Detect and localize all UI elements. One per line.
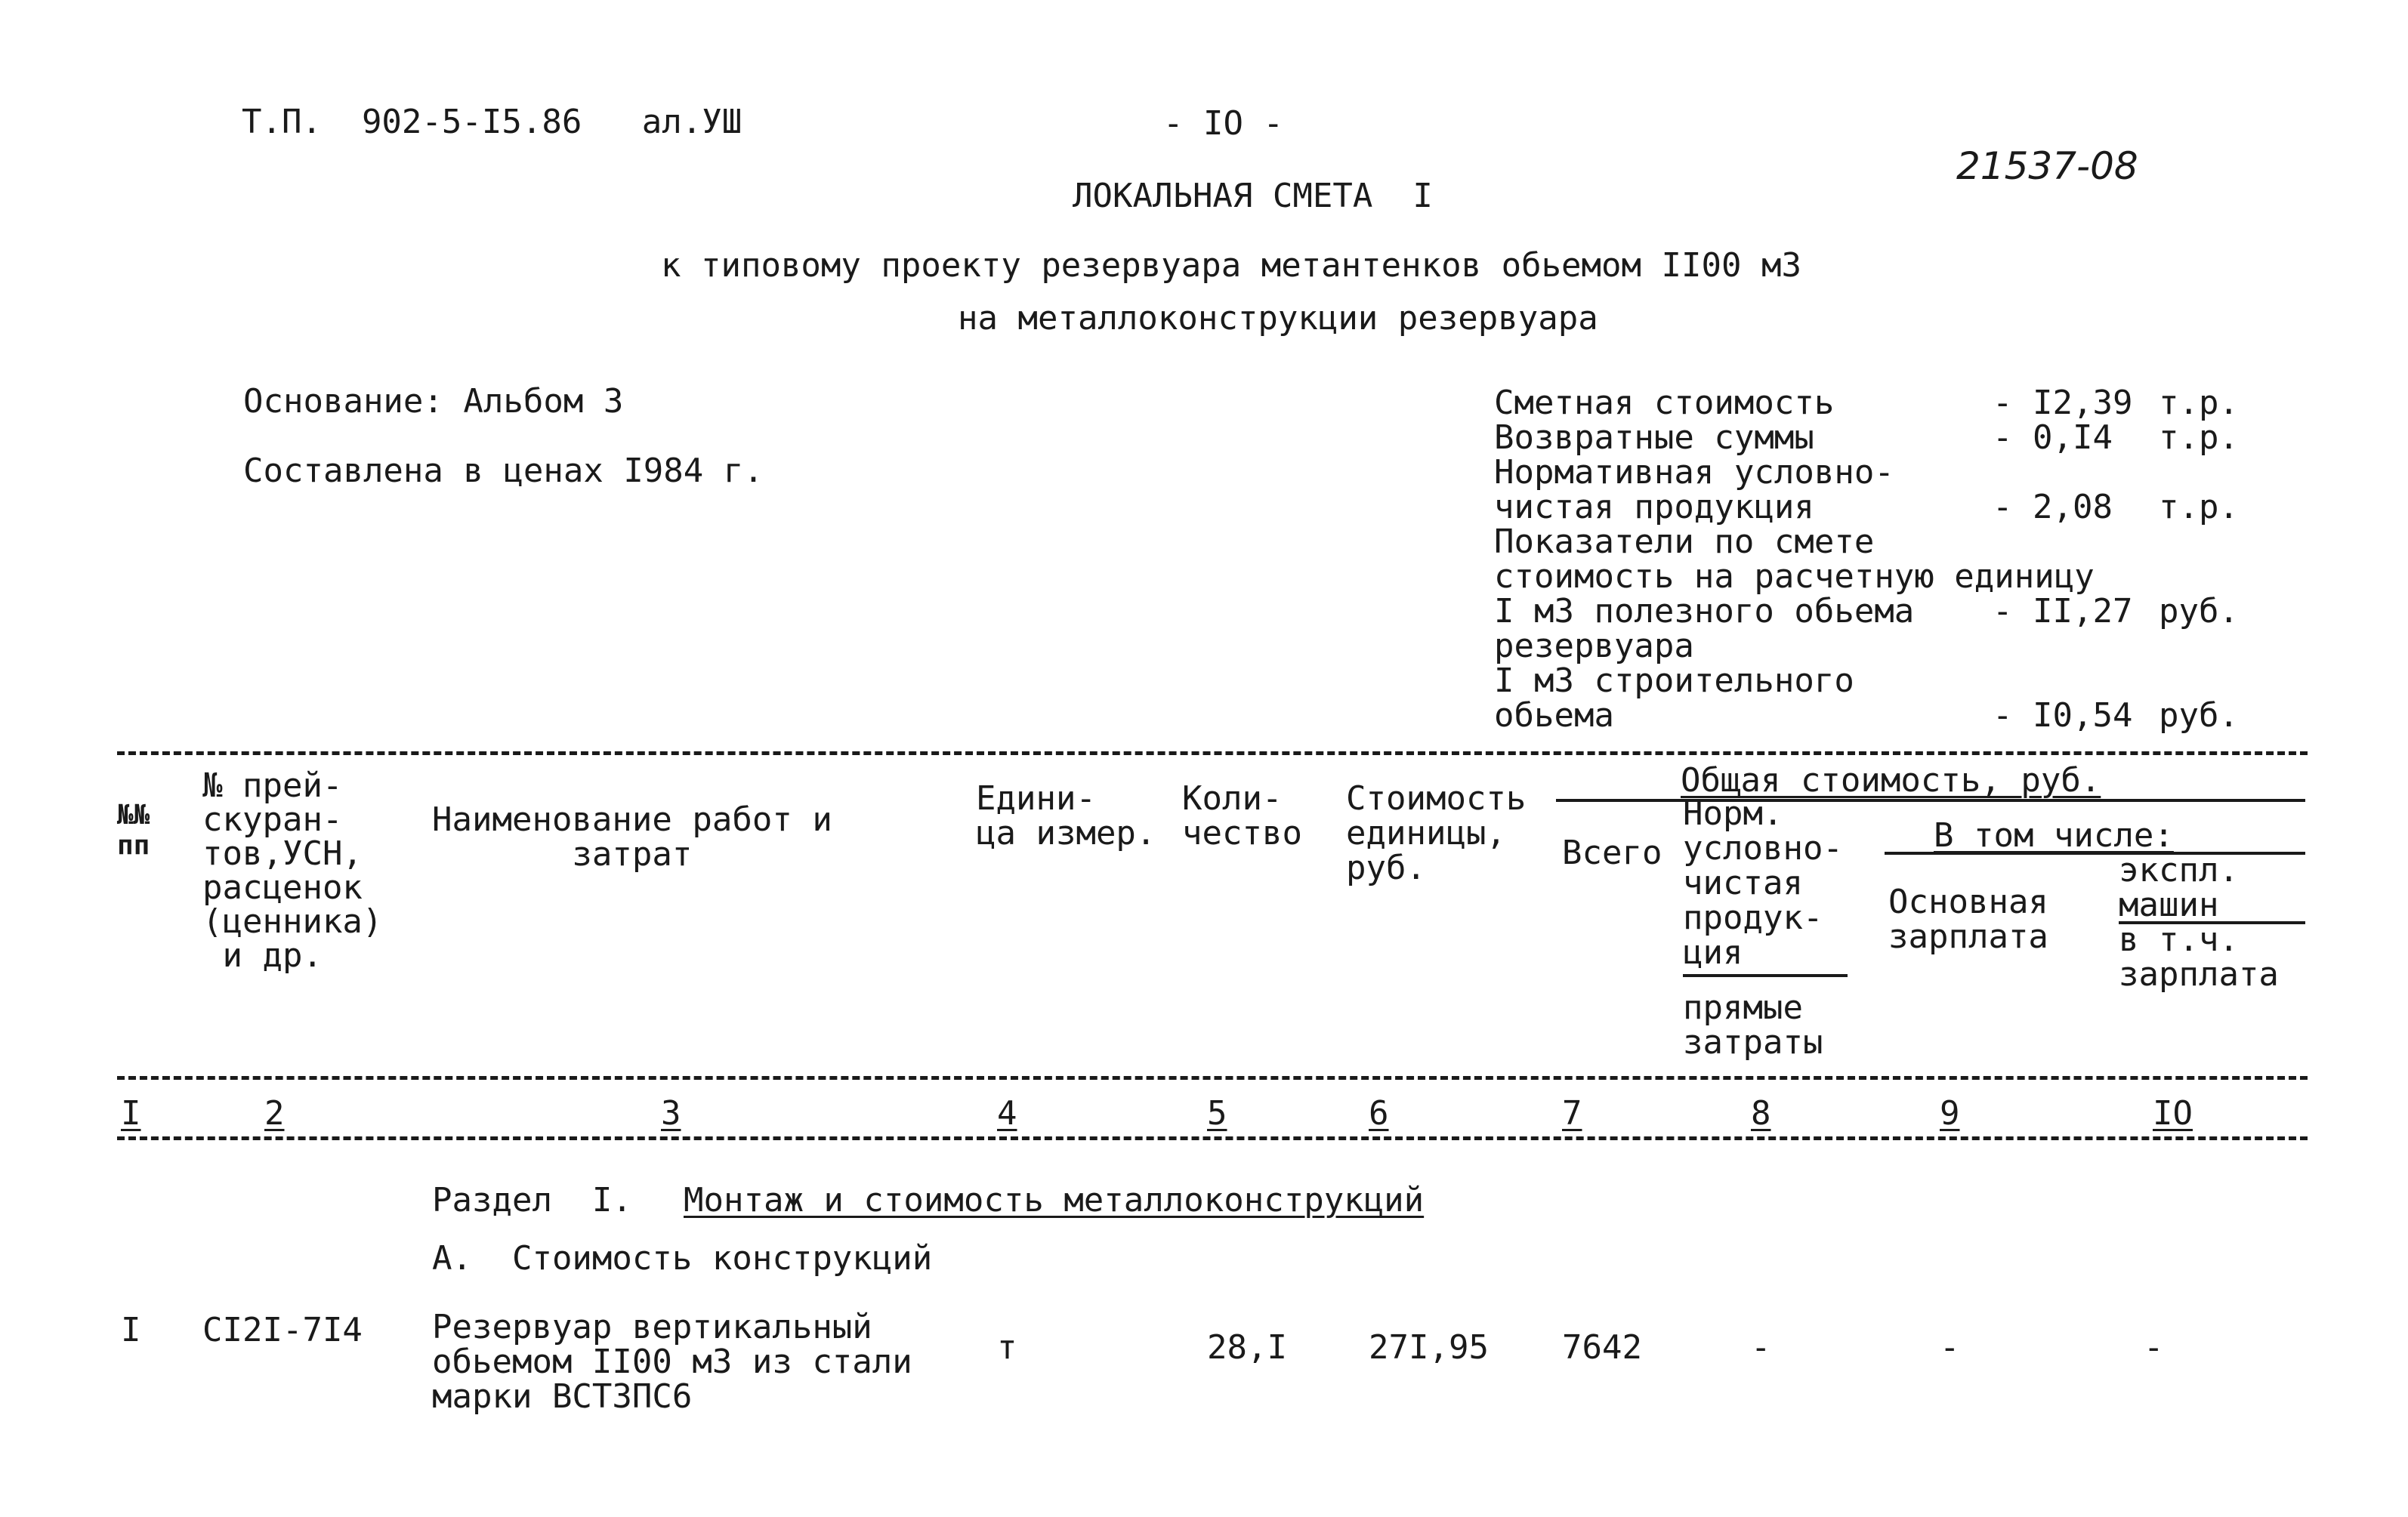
summary-label: Нормативная условно- [1494,453,1894,492]
summary-unit: т.р. [2159,384,2239,422]
row-unit-cost: 27I,95 [1369,1328,1489,1367]
col-header-total: Всего [1562,834,1662,872]
summary-unit: т.р. [2159,418,2239,457]
basis-prices: Составлена в ценах I984 г. [243,452,764,490]
subgroup-rule [1885,852,2305,855]
summary-label: I м3 полезного обьема [1494,592,1915,631]
handwritten-number: 21537-08 [1956,144,2138,188]
summary-label: Показатели по смете [1494,523,1875,561]
column-number: IO [2153,1094,2193,1133]
col8-rule [1683,974,1848,977]
summary-value: - 0,I4 [1993,418,2113,457]
col-header-norm-net: Норм. условно- чистая продук- ция [1683,794,1843,972]
col-subgroup-including: В том числе: [1934,816,2174,855]
summary-unit: руб. [2159,592,2239,631]
summary-value: - I2,39 [1993,384,2133,422]
column-numbers-rule [117,1136,2308,1140]
col-header-machines: экспл. машин [2119,851,2239,924]
summary-label: Сметная стоимость [1494,384,1835,422]
col-header-unit: Едини- ца измер. [976,779,1156,853]
column-number: I [121,1094,141,1133]
section-title: Монтаж и стоимость металлоконструкций [684,1181,1425,1219]
basis-album: Основание: Альбом 3 [243,382,624,421]
row-unit: т [997,1328,1017,1367]
summary-label: обьема [1494,696,1614,735]
row-qty: 28,I [1207,1328,1287,1367]
column-number: 6 [1369,1094,1389,1133]
column-number: 3 [661,1094,681,1133]
summary-value: - 2,08 [1993,488,2113,526]
column-number: 2 [264,1094,285,1133]
col-header-direct-costs: прямые затраты [1683,988,1823,1062]
estimate-subtitle-2: на металлоконструкции резервуара [958,299,1598,338]
summary-label: I м3 строительного [1494,661,1854,700]
summary-label: резервуара [1494,627,1694,665]
group-rule [1556,799,2305,802]
summary-unit: руб. [2159,696,2239,735]
estimate-title: ЛОКАЛЬНАЯ СМЕТА I [1073,177,1433,215]
column-number: 9 [1940,1094,1960,1133]
col-header-machines-salary: в т.ч. зарплата [2119,920,2279,994]
section-subtitle: А. Стоимость конструкций [432,1239,933,1278]
col-group-total-cost: Общая стоимость, руб. [1681,761,2101,800]
col-header-name: Наименование работ и затрат [432,800,832,874]
row-machines: - [2144,1328,2164,1367]
col-header-unit-cost: Стоимость единицы, руб. [1346,779,1527,887]
document-code: Т.П. 902-5-I5.86 ал.УШ [242,103,742,141]
summary-label: чистая продукция [1494,488,1814,526]
column-number: 8 [1751,1094,1771,1133]
table-top-rule [117,751,2308,755]
table-header-rule [117,1076,2308,1080]
column-number: 7 [1562,1094,1582,1133]
section-prefix: Раздел I. [432,1181,632,1219]
row-name: Резервуар вертикальный обьемом II00 м3 из стали марки ВСТ3ПС6 [432,1308,912,1416]
estimate-subtitle: к типовому проекту резервуара метантенков обьемом II00 м3 [661,246,1801,285]
summary-label: стоимость на расчетную единицу [1494,557,2095,596]
column-number: 5 [1207,1094,1227,1133]
page-number: - IO - [1163,104,1283,143]
summary-label: Возвратные суммы [1494,418,1814,457]
col-header-num: №№ пп [117,800,150,861]
summary-unit: т.р. [2159,488,2239,526]
summary-value: - I0,54 [1993,696,2133,735]
column-number: 4 [997,1094,1017,1133]
summary-value: - II,27 [1993,592,2133,631]
row-base-salary: - [1940,1328,1960,1367]
row-num: I [121,1311,141,1349]
col-header-qty: Коли- чество [1182,779,1302,853]
row-code: CI2I-7I4 [202,1311,363,1349]
col-header-code: № прей- скуран- тов,УСН, расценок (ценника) и др. [202,766,383,975]
col-header-base-salary: Основная зарплата [1888,883,2048,956]
row-norm-net: - [1751,1328,1771,1367]
row-total: 7642 [1562,1328,1642,1367]
